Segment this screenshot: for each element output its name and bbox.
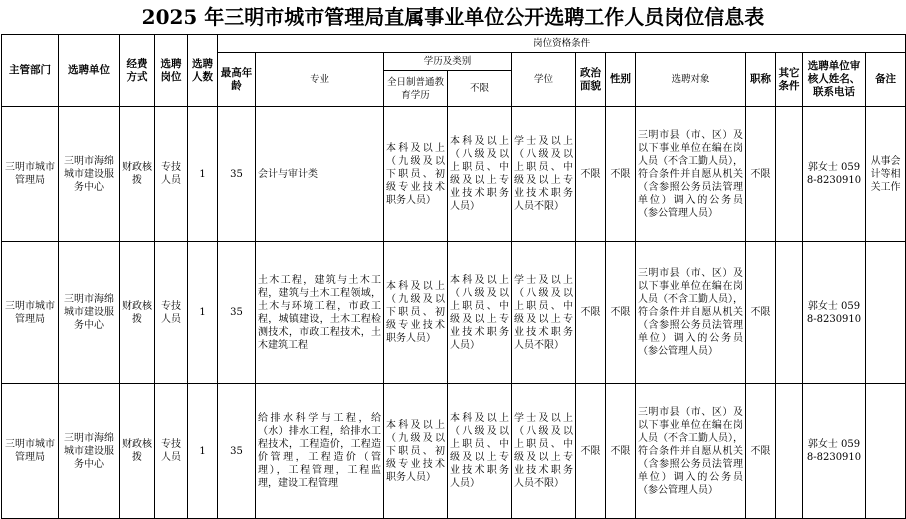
- cell-degree: 学士及以上（八级及以上职员、中级及以上专业技术职务人员不限）: [512, 242, 576, 384]
- cell-degree: 学士及以上（八级及以上职员、中级及以上专业技术职务人员不限）: [512, 107, 576, 242]
- cell-degree: 学士及以上（八级及以上职员、中级及以上专业技术职务人员不限）: [512, 384, 576, 519]
- cell-dept: 三明市城市管理局: [2, 384, 59, 519]
- cell-gender: 不限: [606, 242, 636, 384]
- cell-unit: 三明市海绵城市建设服务中心: [59, 107, 120, 242]
- header-contact: 选聘单位审核人姓名、联系电话: [803, 53, 866, 107]
- cell-political: 不限: [576, 384, 606, 519]
- page-title: 2025 年三明市城市管理局直属事业单位公开选聘工作人员岗位信息表: [141, 5, 765, 29]
- cell-dept: 三明市城市管理局: [2, 242, 59, 384]
- header-count: 选聘人数: [188, 35, 218, 107]
- header-political: 政治面貌: [576, 53, 606, 107]
- cell-political: 不限: [576, 107, 606, 242]
- table-row: [2, 242, 906, 384]
- header-major: 专业: [256, 53, 384, 107]
- cell-unit: 三明市海绵城市建设服务中心: [59, 242, 120, 384]
- cell-remark: 从事会计等相关工作: [866, 107, 906, 242]
- cell-funding: 财政核拨: [120, 384, 155, 519]
- cell-post: 专技人员: [155, 107, 188, 242]
- cell-other: [776, 242, 803, 384]
- cell-title-rank: 不限: [746, 242, 776, 384]
- cell-age: 35: [218, 242, 256, 384]
- cell-count: 1: [188, 242, 218, 384]
- cell-contact: 郭女士 0598-8230910: [803, 242, 866, 384]
- header-post: 选聘岗位: [155, 35, 188, 107]
- cell-major: 土木工程，建筑与土木工程，建筑与土木工程领域，土木与环境工程，市政工程，城镇建设，土木工程检测技术，市政工程技术，土木建筑工程: [256, 242, 384, 384]
- header-age: 最高年龄: [218, 53, 256, 107]
- header-unit: 选聘单位: [59, 35, 120, 107]
- cell-target: 三明市县（市、区）及以下事业单位在编在岗人员（不含工勤人员），符合条件并自愿从机关（含参照公务员法管理单位）调入的公务员（参公管理人员）: [636, 242, 746, 384]
- cell-funding: 财政核拨: [120, 107, 155, 242]
- cell-contact: 郭女士 0598-8230910: [803, 107, 866, 242]
- cell-count: 1: [188, 107, 218, 242]
- cell-fulltime: 本科及以上（九级及以下职员、初级专业技术职务人员）: [384, 107, 448, 242]
- cell-remark: [866, 384, 906, 519]
- positions-table: [1, 34, 906, 519]
- table-row: [2, 107, 906, 242]
- header-remark: 备注: [866, 53, 906, 107]
- cell-unit: 三明市海绵城市建设服务中心: [59, 384, 120, 519]
- header-unlimited: 不限: [448, 71, 512, 107]
- cell-post: 专技人员: [155, 242, 188, 384]
- cell-dept: 三明市城市管理局: [2, 107, 59, 242]
- header-title-rank: 职称: [746, 53, 776, 107]
- cell-political: 不限: [576, 242, 606, 384]
- cell-other: [776, 107, 803, 242]
- cell-title-rank: 不限: [746, 107, 776, 242]
- header-fulltime: 全日制普通教育学历: [384, 71, 448, 107]
- cell-fulltime: 本科及以上（九级及以下职员、初级专业技术职务人员）: [384, 384, 448, 519]
- cell-major: 给排水科学与工程，给（水）排水工程，给排水工程技术，工程造价，工程造价管理，工程造价（管理），工程管理，工程监理，建设工程管理: [256, 384, 384, 519]
- cell-target: 三明市县（市、区）及以下事业单位在编在岗人员（不含工勤人员），符合条件并自愿从机关（含参照公务员法管理单位）调入的公务员（参公管理人员）: [636, 107, 746, 242]
- cell-age: 35: [218, 107, 256, 242]
- header-degree: 学位: [512, 53, 576, 107]
- cell-post: 专技人员: [155, 384, 188, 519]
- cell-age: 35: [218, 384, 256, 519]
- cell-gender: 不限: [606, 384, 636, 519]
- cell-target: 三明市县（市、区）及以下事业单位在编在岗人员（不含工勤人员），符合条件并自愿从机关（含参照公务员法管理单位）调入的公务员（参公管理人员）: [636, 384, 746, 519]
- cell-major: 会计与审计类: [256, 107, 384, 242]
- header-gender: 性别: [606, 53, 636, 107]
- header-qualifications: 岗位资格条件: [218, 35, 906, 53]
- cell-fulltime: 本科及以上（九级及以下职员、初级专业技术职务人员）: [384, 242, 448, 384]
- cell-remark: [866, 242, 906, 384]
- cell-funding: 财政核拨: [120, 242, 155, 384]
- table-row: [2, 384, 906, 519]
- header-funding: 经费方式: [120, 35, 155, 107]
- header-target: 选聘对象: [636, 53, 746, 107]
- cell-other: [776, 384, 803, 519]
- cell-count: 1: [188, 384, 218, 519]
- cell-contact: 郭女士 0598-8230910: [803, 384, 866, 519]
- cell-unlimited: 本科及以上（八级及以上职员、中级及以上专业技术职务人员）: [448, 107, 512, 242]
- cell-unlimited: 本科及以上（八级及以上职员、中级及以上专业技术职务人员）: [448, 384, 512, 519]
- cell-unlimited: 本科及以上（八级及以上职员、中级及以上专业技术职务人员）: [448, 242, 512, 384]
- header-education: 学历及类别: [384, 53, 512, 71]
- cell-title-rank: 不限: [746, 384, 776, 519]
- header-other: 其它条件: [776, 53, 803, 107]
- cell-gender: 不限: [606, 107, 636, 242]
- header-dept: 主管部门: [2, 35, 59, 107]
